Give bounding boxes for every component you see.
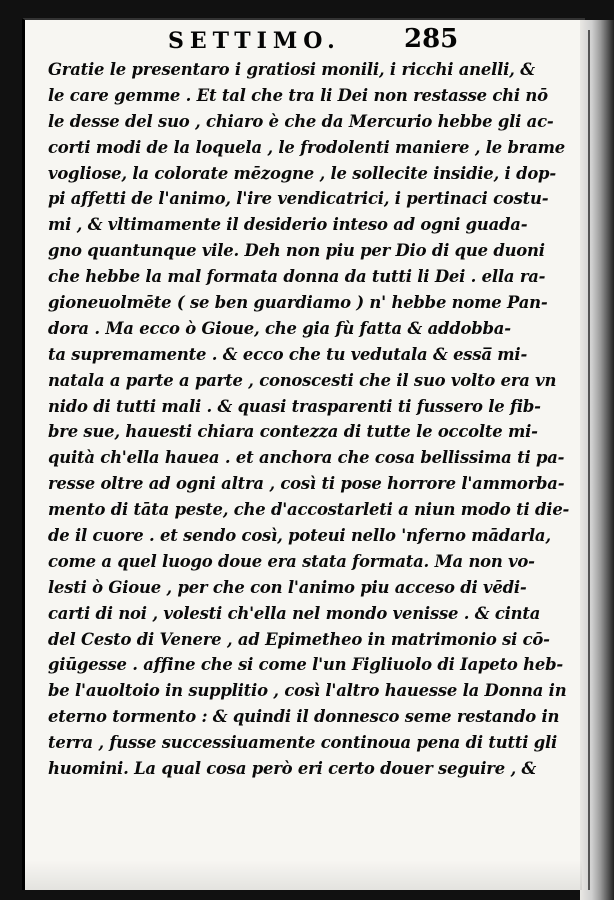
page-number: 285 — [404, 24, 459, 54]
running-title: SETTIMO. — [168, 28, 341, 54]
text-line: be l'auoltoio in supplitio , così l'altro hauesse la Donna in — [48, 681, 567, 701]
text-line: vogliose, la colorate mēzogne , le sollecite insidie, i dop- — [48, 163, 556, 183]
text-line: dora . Ma ecco ò Gioue, che gia fù fatta & addobba- — [48, 318, 511, 338]
text-line: mi , & vltimamente il desiderio inteso ad ogni guada- — [48, 215, 528, 235]
page-edge-line — [588, 30, 590, 890]
text-line: mento di tāta peste, che d'accostarleti a niun modo ti die- — [48, 500, 570, 520]
text-line: terra , fusse successiuamente continoua pena di tutti gli — [48, 733, 558, 753]
text-line: Gratie le presentaro i gratiosi monili, i ricchi anelli, & — [48, 60, 535, 79]
text-line: eterno tormento : & quindi il donnesco seme restando in — [48, 707, 560, 727]
text-line: gioneuolmēte ( se ben guardiamo ) n' hebbe nome Pan- — [48, 293, 548, 313]
text-line: lesti ò Gioue , per che con l'animo piu acceso di vēdi- — [48, 577, 527, 597]
text-line: resse oltre ad ogni altra , così ti pose horrore l'ammorba- — [48, 474, 565, 494]
body-text — [48, 57, 570, 782]
text-line: come a quel luogo doue era stata formata. Ma non vo- — [48, 551, 535, 571]
text-line: gno quantunque vile. Deh non piu per Dio di que duoni — [48, 241, 545, 261]
text-line: quità ch'ella hauea . et anchora che cosa bellissima ti pa- — [48, 448, 565, 468]
text-line: natala a parte a parte , conoscesti che il suo volto era vn — [48, 370, 557, 390]
text-line: che hebbe la mal formata donna da tutti li Dei . ella ra- — [48, 267, 546, 287]
page-edge-shadow — [580, 20, 614, 900]
text-line: ta supremamente . & ecco che tu vedutala & essa̅ mi- — [48, 344, 528, 364]
text-line: nido di tutti mali . & quasi trasparenti ti fussero le fib- — [48, 396, 541, 416]
text-line: huomini. La qual cosa però eri certo douer seguire , & — [48, 759, 537, 779]
text-line: bre sue, hauesti chiara contezza di tutte le occolte mi- — [48, 422, 538, 442]
text-line: de il cuore . et sendo così, poteui nello 'nferno mādarla, — [48, 526, 551, 546]
text-line: giūgesse . affine che si come l'un Figliuolo di Iapeto heb- — [48, 655, 563, 675]
bottom-shadow — [22, 860, 582, 890]
text-line: pi affetti de l'animo, l'ire vendicatrici, i pertinaci costu- — [48, 189, 549, 209]
text-line: del Cesto di Venere , ad Epimetheo in matrimonio si cō- — [48, 629, 550, 649]
text-line: carti di noi , volesti ch'ella nel mondo venisse . & cinta — [48, 603, 541, 623]
page-header — [160, 24, 460, 58]
text-line: corti modi de la loquela , le frodolenti maniere , le brame — [48, 137, 566, 157]
text-line: le care gemme . Et tal che tra li Dei non restasse chi nō — [48, 85, 548, 105]
text-line: le desse del suo , chiaro è che da Mercurio hebbe gli ac- — [48, 111, 554, 131]
